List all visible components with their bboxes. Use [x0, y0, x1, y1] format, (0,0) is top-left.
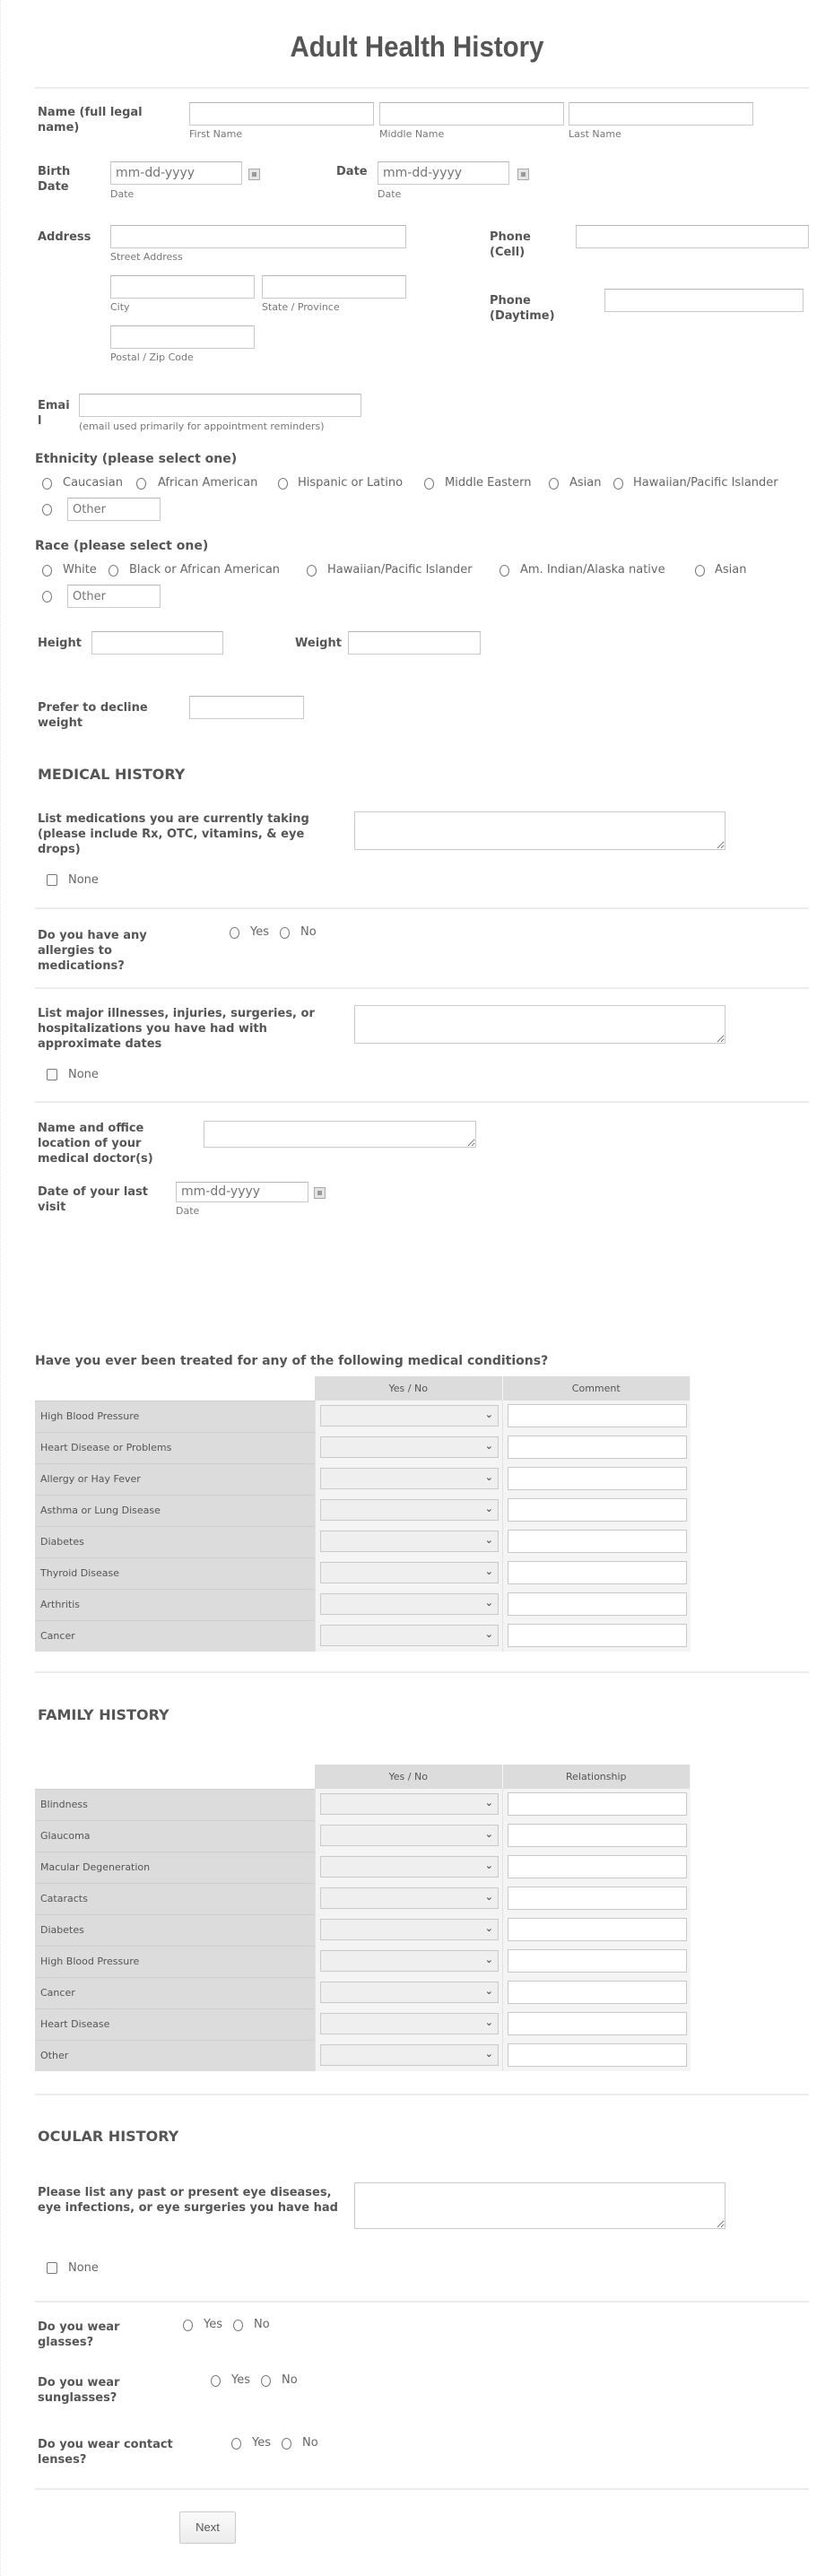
- yes-no-select[interactable]: [320, 2044, 499, 2066]
- divider: [35, 907, 809, 909]
- allergies-label: Do you have any allergies to medications?: [38, 929, 147, 973]
- yes-no-cell: [315, 1820, 502, 1852]
- none-label: None: [68, 1068, 99, 1081]
- yes-no-cell: [315, 2008, 502, 2040]
- yes-no-select[interactable]: [320, 1436, 499, 1458]
- relationship-cell: [502, 1914, 691, 1946]
- yes-no-select[interactable]: [320, 1593, 499, 1615]
- race-radio[interactable]: [307, 565, 317, 577]
- yes-no-cell: [315, 1977, 502, 2008]
- race-other-input[interactable]: [67, 585, 161, 608]
- ethnicity-radio[interactable]: [278, 478, 288, 490]
- page-border: [0, 0, 1, 2576]
- glasses-no-radio[interactable]: [233, 2320, 243, 2331]
- column-header-yes-no: Yes / No: [315, 1765, 503, 1789]
- relationship-cell: [502, 1789, 691, 1820]
- table-header: [315, 1765, 691, 1789]
- table-row: [35, 1977, 691, 2008]
- yes-no-select[interactable]: [320, 1499, 499, 1521]
- race-option: Black or African American: [129, 563, 281, 577]
- chevron-down-icon: ⌄: [484, 1409, 493, 1420]
- city-input[interactable]: [110, 275, 255, 299]
- yes-no-select[interactable]: [320, 2013, 499, 2034]
- chevron-down-icon: ⌄: [484, 1985, 493, 1997]
- medications-label: List medications you are currently taking (please include Rx, OTC, vitamins, & eye drops): [38, 812, 309, 856]
- no-label: No: [282, 2373, 298, 2387]
- condition-label: Heart Disease: [35, 2008, 315, 2040]
- yes-no-cell: [315, 1589, 502, 1620]
- relationship-cell: [502, 2008, 691, 2040]
- ethnicity-radio[interactable]: [549, 478, 559, 490]
- condition-label: Cataracts: [35, 1883, 315, 1914]
- yes-no-select[interactable]: [320, 1468, 499, 1489]
- column-header-yes-no: Yes / No: [315, 1376, 503, 1401]
- yes-no-cell: [315, 1883, 502, 1914]
- race-option: White: [63, 563, 97, 577]
- table-row: [35, 1620, 691, 1652]
- condition-label: Asthma or Lung Disease: [35, 1495, 315, 1526]
- yes-no-select[interactable]: [320, 1825, 499, 1846]
- state-input[interactable]: [262, 275, 406, 299]
- relationship-input[interactable]: [508, 2012, 687, 2035]
- relationship-input[interactable]: [508, 1918, 687, 1941]
- chevron-down-icon: ⌄: [484, 1797, 493, 1808]
- relationship-cell: [502, 2040, 691, 2071]
- email-label: Email: [38, 399, 70, 428]
- divider: [35, 1101, 809, 1103]
- yes-label: Yes: [250, 925, 269, 939]
- race-radio[interactable]: [109, 565, 118, 577]
- eye-history-label: Please list any past or present eye diseases, eye infections, or eye surgeries you have had: [38, 2186, 338, 2215]
- calendar-icon[interactable]: [517, 169, 529, 180]
- yes-no-select[interactable]: [320, 1856, 499, 1878]
- table-row: [35, 1820, 691, 1852]
- yes-no-cell: [315, 1463, 502, 1495]
- ethnicity-radio[interactable]: [136, 478, 146, 490]
- height-input[interactable]: [91, 631, 223, 655]
- divider: [35, 1671, 809, 1673]
- decline-weight-label: Prefer to decline weight: [38, 701, 148, 730]
- calendar-icon[interactable]: [248, 169, 260, 180]
- chevron-down-icon: ⌄: [484, 1954, 493, 1965]
- first-name-sublabel: First Name: [189, 128, 243, 140]
- table-row: [35, 1526, 691, 1557]
- yes-no-cell: [315, 2040, 502, 2071]
- ethnicity-other-radio[interactable]: [42, 504, 52, 516]
- divider: [35, 2094, 809, 2095]
- birth-date-input[interactable]: [110, 161, 242, 185]
- table-row: [35, 1557, 691, 1589]
- street-address-input[interactable]: [110, 225, 406, 248]
- comment-input[interactable]: [508, 1467, 687, 1490]
- race-option: Am. Indian/Alaska native: [520, 563, 665, 577]
- height-label: Height: [38, 637, 82, 650]
- email-input[interactable]: [79, 394, 361, 417]
- divider: [35, 87, 809, 89]
- table-row: [35, 1401, 691, 1432]
- yes-label: Yes: [252, 2436, 271, 2450]
- ethnicity-option: Caucasian: [63, 476, 123, 490]
- table-row: [35, 1495, 691, 1526]
- condition-label: Heart Disease or Problems: [35, 1432, 315, 1463]
- relationship-input[interactable]: [508, 1824, 687, 1847]
- yes-no-cell: [315, 1946, 502, 1977]
- column-header-relationship: Relationship: [503, 1765, 691, 1789]
- comment-cell: [502, 1589, 691, 1620]
- relationship-cell: [502, 1977, 691, 2008]
- yes-no-select[interactable]: [320, 1887, 499, 1909]
- relationship-input[interactable]: [508, 1886, 687, 1910]
- medications-textarea[interactable]: [354, 811, 725, 850]
- last-name-input[interactable]: [569, 102, 753, 126]
- comment-cell: [502, 1620, 691, 1652]
- street-sublabel: Street Address: [110, 251, 183, 263]
- date-label: Date: [336, 165, 368, 178]
- city-sublabel: City: [110, 301, 130, 313]
- condition-label: Blindness: [35, 1789, 315, 1820]
- contacts-no-radio[interactable]: [282, 2438, 291, 2450]
- divider: [35, 2488, 809, 2490]
- comment-input[interactable]: [508, 1498, 687, 1522]
- conditions-question: Have you ever been treated for any of the following medical conditions?: [35, 1354, 549, 1368]
- chevron-down-icon: ⌄: [484, 1566, 493, 1577]
- chevron-down-icon: ⌄: [484, 1628, 493, 1640]
- name-label: Name (full legal name): [38, 106, 143, 134]
- relationship-cell: [502, 1852, 691, 1883]
- table-row: [35, 2008, 691, 2040]
- ethnicity-option: Hawaiian/Pacific Islander: [633, 476, 778, 490]
- doctor-label: Name and office location of your medical doctor(s): [38, 1122, 153, 1166]
- medications-none-checkbox[interactable]: [47, 874, 57, 886]
- glasses-label: Do you wear glasses?: [38, 2320, 120, 2349]
- yes-no-cell: [315, 1914, 502, 1946]
- relationship-input[interactable]: [508, 1949, 687, 1973]
- condition-label: Arthritis: [35, 1589, 315, 1620]
- next-button[interactable]: Next: [179, 2511, 236, 2544]
- date-sublabel: Date: [378, 188, 402, 200]
- chevron-down-icon: ⌄: [484, 1471, 493, 1483]
- none-label: None: [68, 873, 99, 887]
- comment-input[interactable]: [508, 1404, 687, 1427]
- table-row: [35, 1589, 691, 1620]
- condition-label: Cancer: [35, 1977, 315, 2008]
- table-row: [35, 1789, 691, 1820]
- last-visit-sublabel: Date: [176, 1205, 200, 1217]
- chevron-down-icon: ⌄: [484, 1503, 493, 1514]
- doctor-textarea[interactable]: [204, 1121, 476, 1148]
- relationship-input[interactable]: [508, 1981, 687, 2004]
- contacts-label: Do you wear contact lenses?: [38, 2438, 173, 2467]
- table-row: [35, 1883, 691, 1914]
- ethnicity-option: Hispanic or Latino: [298, 476, 404, 490]
- comment-cell: [502, 1495, 691, 1526]
- phone-daytime-label: Phone (Daytime): [490, 294, 555, 323]
- column-header-comment: Comment: [503, 1376, 691, 1401]
- race-radio[interactable]: [695, 565, 705, 577]
- race-radio[interactable]: [500, 565, 509, 577]
- condition-label: Allergy or Hay Fever: [35, 1463, 315, 1495]
- illnesses-textarea[interactable]: [354, 1005, 725, 1044]
- first-name-input[interactable]: [189, 102, 374, 126]
- birth-date-label: Birth Date: [38, 165, 71, 194]
- condition-label: Diabetes: [35, 1914, 315, 1946]
- condition-label: High Blood Pressure: [35, 1946, 315, 1977]
- date-input[interactable]: [378, 161, 509, 185]
- postal-input[interactable]: [110, 325, 255, 349]
- no-label: No: [302, 2436, 318, 2450]
- divider: [35, 2301, 809, 2303]
- race-heading: Race (please select one): [35, 539, 209, 553]
- family-history-heading: FAMILY HISTORY: [38, 1706, 169, 1723]
- yes-no-select[interactable]: [320, 1950, 499, 1972]
- comment-cell: [502, 1463, 691, 1495]
- sunglasses-label: Do you wear sunglasses?: [38, 2376, 120, 2405]
- table-row: [35, 1852, 691, 1883]
- no-label: No: [300, 925, 317, 939]
- comment-cell: [502, 1401, 691, 1432]
- relationship-input[interactable]: [508, 2043, 687, 2067]
- condition-label: Cancer: [35, 1620, 315, 1652]
- condition-label: High Blood Pressure: [35, 1401, 315, 1432]
- chevron-down-icon: ⌄: [484, 1597, 493, 1609]
- medical-history-heading: MEDICAL HISTORY: [38, 766, 186, 783]
- weight-label: Weight: [295, 637, 342, 650]
- relationship-cell: [502, 1820, 691, 1852]
- phone-cell-label: Phone (Cell): [490, 230, 531, 259]
- comment-input[interactable]: [508, 1624, 687, 1647]
- chevron-down-icon: ⌄: [484, 1922, 493, 1934]
- postal-sublabel: Postal / Zip Code: [110, 351, 194, 363]
- yes-no-select[interactable]: [320, 1405, 499, 1427]
- allergies-yes-radio[interactable]: [230, 927, 239, 939]
- yes-no-cell: [315, 1620, 502, 1652]
- comment-input[interactable]: [508, 1530, 687, 1553]
- condition-label: Glaucoma: [35, 1820, 315, 1852]
- chevron-down-icon: ⌄: [484, 1860, 493, 1871]
- table-row: [35, 1463, 691, 1495]
- chevron-down-icon: ⌄: [484, 2017, 493, 2028]
- chevron-down-icon: ⌄: [484, 1828, 493, 1840]
- sunglasses-no-radio[interactable]: [261, 2375, 271, 2387]
- comment-cell: [502, 1557, 691, 1589]
- yes-label: Yes: [231, 2373, 250, 2387]
- relationship-cell: [502, 1946, 691, 1977]
- email-note: (email used primarily for appointment reminders): [79, 421, 325, 432]
- illnesses-label: List major illnesses, injuries, surgeries, or hospitalizations you have had with approximate dates: [38, 1007, 315, 1051]
- ocular-history-heading: OCULAR HISTORY: [38, 2128, 179, 2145]
- ethnicity-radio[interactable]: [42, 478, 52, 490]
- last-name-sublabel: Last Name: [569, 128, 621, 140]
- table-row: [35, 1946, 691, 1977]
- relationship-input[interactable]: [508, 1792, 687, 1816]
- decline-weight-input[interactable]: [189, 696, 304, 719]
- ethnicity-other-input[interactable]: [67, 498, 161, 521]
- comment-input[interactable]: [508, 1435, 687, 1459]
- ethnicity-option: African American: [158, 476, 258, 490]
- allergies-no-radio[interactable]: [280, 927, 290, 939]
- table-header: [315, 1376, 691, 1401]
- race-option: Asian: [715, 563, 747, 577]
- comment-input[interactable]: [508, 1592, 687, 1616]
- table-row: [35, 2040, 691, 2071]
- relationship-input[interactable]: [508, 1855, 687, 1878]
- yes-no-select[interactable]: [320, 1982, 499, 2003]
- condition-label: Other: [35, 2040, 315, 2071]
- yes-no-cell: [315, 1432, 502, 1463]
- yes-label: Yes: [204, 2318, 222, 2331]
- chevron-down-icon: ⌄: [484, 2048, 493, 2060]
- yes-no-cell: [315, 1557, 502, 1589]
- yes-no-cell: [315, 1789, 502, 1820]
- comment-input[interactable]: [508, 1561, 687, 1584]
- race-option: Hawaiian/Pacific Islander: [327, 563, 473, 577]
- condition-label: Thyroid Disease: [35, 1557, 315, 1589]
- page-title: Adult Health History: [290, 30, 544, 63]
- yes-no-select[interactable]: [320, 1531, 499, 1552]
- yes-no-cell: [315, 1401, 502, 1432]
- calendar-icon[interactable]: [314, 1187, 326, 1199]
- table-row: [35, 1914, 691, 1946]
- race-other-radio[interactable]: [42, 591, 52, 603]
- last-visit-date-input[interactable]: [176, 1182, 308, 1202]
- phone-daytime-input[interactable]: [604, 289, 804, 312]
- table-row: [35, 1432, 691, 1463]
- no-label: No: [254, 2318, 270, 2331]
- chevron-down-icon: ⌄: [484, 1440, 493, 1452]
- ethnicity-option: Middle Eastern: [445, 476, 532, 490]
- address-label: Address: [38, 230, 91, 244]
- relationship-cell: [502, 1883, 691, 1914]
- weight-input[interactable]: [348, 631, 481, 655]
- eye-history-textarea[interactable]: [354, 2182, 725, 2229]
- yes-no-cell: [315, 1495, 502, 1526]
- chevron-down-icon: ⌄: [484, 1534, 493, 1546]
- chevron-down-icon: ⌄: [484, 1891, 493, 1903]
- middle-name-input[interactable]: [379, 102, 564, 126]
- yes-no-cell: [315, 1852, 502, 1883]
- divider: [35, 987, 809, 989]
- ethnicity-heading: Ethnicity (please select one): [35, 452, 238, 466]
- birth-date-sublabel: Date: [110, 188, 135, 200]
- ethnicity-radio[interactable]: [424, 478, 434, 490]
- race-radio[interactable]: [42, 565, 52, 577]
- comment-cell: [502, 1526, 691, 1557]
- middle-name-sublabel: Middle Name: [379, 128, 445, 140]
- sunglasses-yes-radio[interactable]: [211, 2375, 221, 2387]
- none-label: None: [68, 2261, 99, 2275]
- ethnicity-option: Asian: [569, 476, 602, 490]
- condition-label: Macular Degeneration: [35, 1852, 315, 1883]
- illnesses-none-checkbox[interactable]: [47, 1069, 57, 1080]
- glasses-yes-radio[interactable]: [183, 2320, 193, 2331]
- yes-no-select[interactable]: [320, 1793, 499, 1815]
- phone-cell-input[interactable]: [576, 225, 809, 248]
- condition-label: Diabetes: [35, 1526, 315, 1557]
- contacts-yes-radio[interactable]: [231, 2438, 241, 2450]
- yes-no-select[interactable]: [320, 1562, 499, 1583]
- ethnicity-radio[interactable]: [613, 478, 623, 490]
- yes-no-select[interactable]: [320, 1919, 499, 1940]
- eye-none-checkbox[interactable]: [47, 2262, 57, 2274]
- yes-no-select[interactable]: [320, 1625, 499, 1646]
- state-sublabel: State / Province: [262, 301, 340, 313]
- yes-no-cell: [315, 1526, 502, 1557]
- comment-cell: [502, 1432, 691, 1463]
- last-visit-label: Date of your last visit: [38, 1185, 149, 1214]
